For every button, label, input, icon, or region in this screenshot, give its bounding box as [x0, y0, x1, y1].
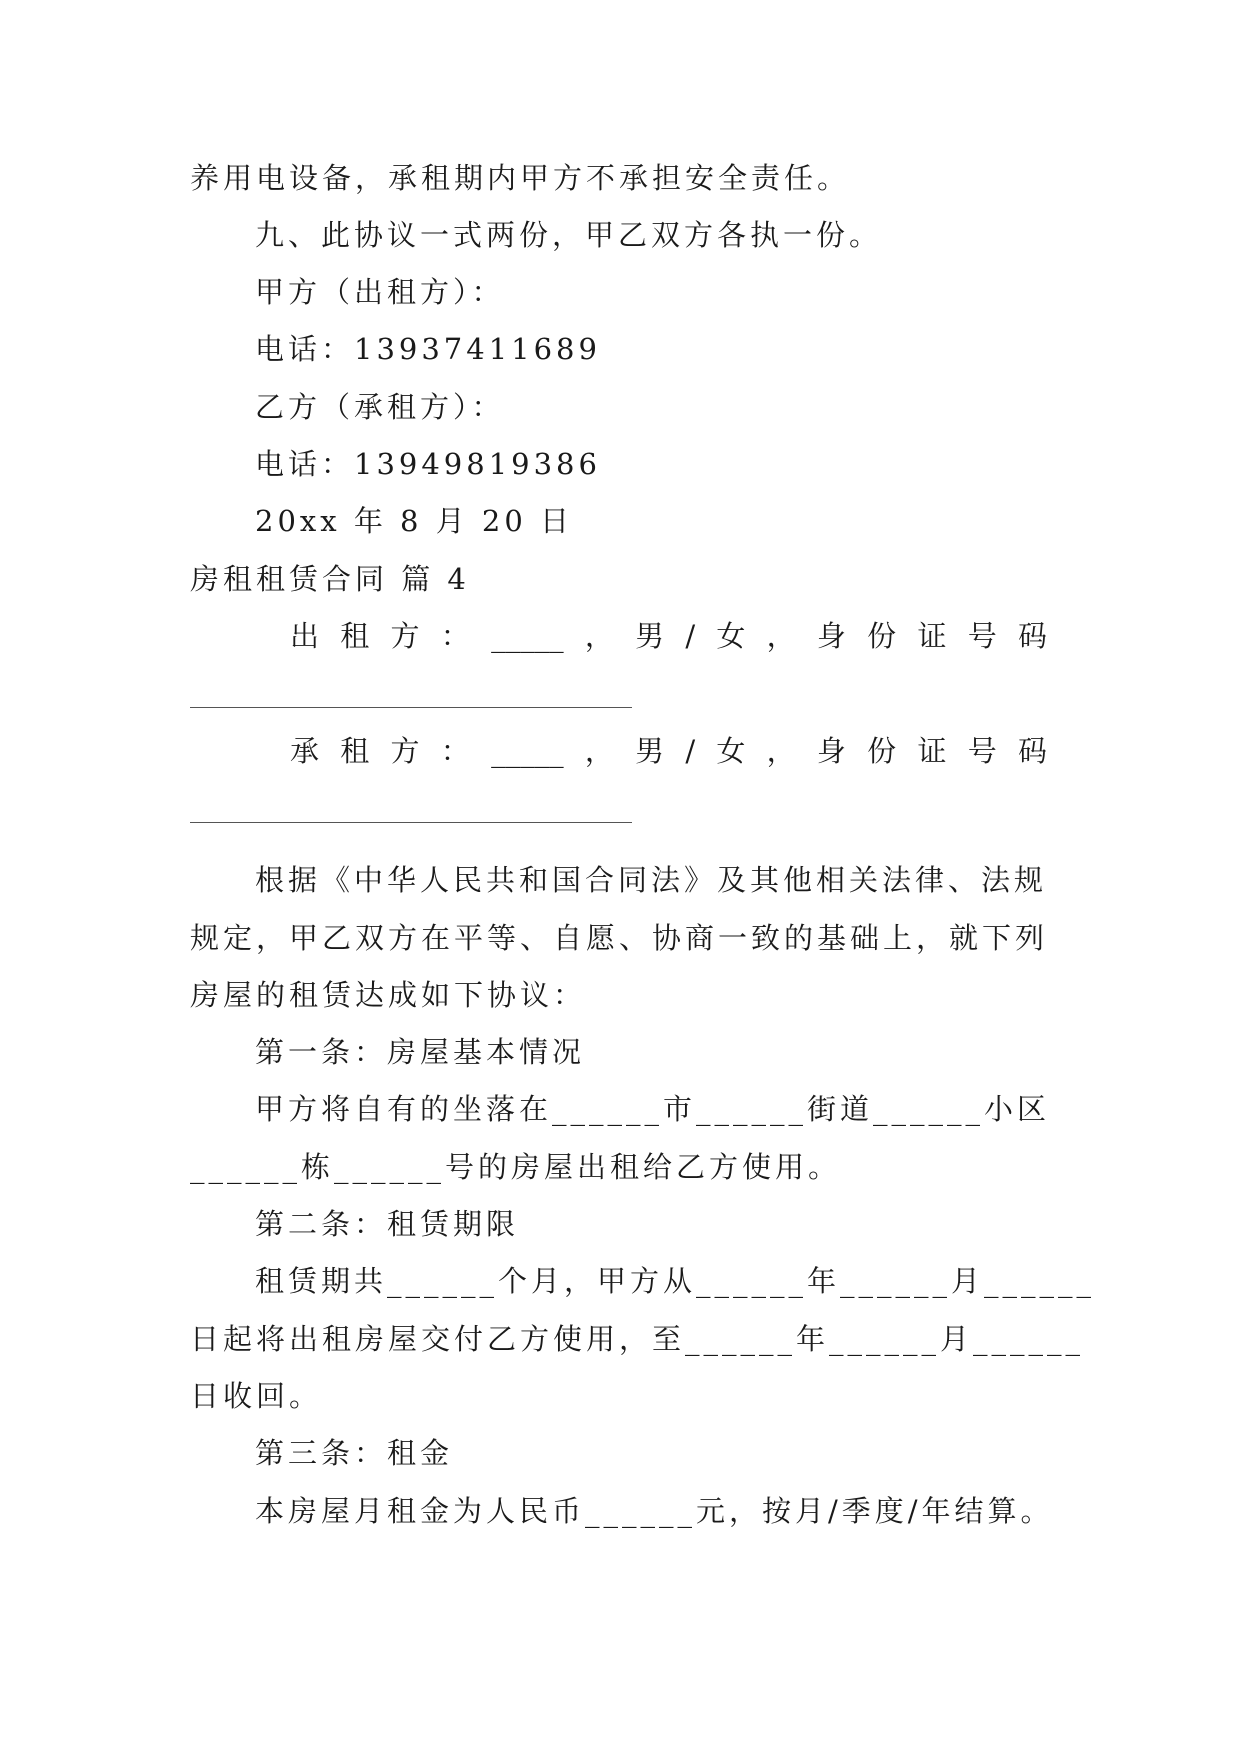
lessor-char: 证	[917, 619, 947, 653]
lessee-char: 方	[390, 734, 420, 768]
lessee-char: /	[685, 734, 696, 768]
lessor-char: ，	[584, 619, 614, 653]
lessee-name-blank: _____	[491, 734, 564, 768]
text-line: 本房屋月租金为人民币______元，按月/季度/年结算。	[255, 1494, 1054, 1528]
text-line: 规定，甲乙双方在平等、自愿、协商一致的基础上，就下列	[190, 921, 1049, 955]
section-heading: 房租租赁合同 篇 4	[190, 562, 470, 596]
text-line: 甲方（出租方）：	[255, 275, 505, 309]
text-line: 养用电设备，承租期内甲方不承担安全责任。	[190, 161, 851, 195]
lessee-char: ：	[440, 734, 470, 768]
lessor-char: ，	[766, 619, 796, 653]
lessor-char: 女	[716, 619, 746, 653]
lessee-char: ，	[766, 734, 796, 768]
text-line: 日收回。	[190, 1379, 323, 1413]
lessor-name-blank: _____	[491, 619, 564, 653]
lessee-char: 承	[290, 734, 320, 768]
lessee-char: 码	[1017, 734, 1047, 768]
date-line: 20xx 年 8 月 20 日	[255, 504, 574, 538]
article-heading: 第三条：租金	[255, 1436, 454, 1470]
lessor-char: 男	[635, 619, 665, 653]
phone-line: 电话：13937411689	[255, 332, 601, 366]
text-line: 甲方将自有的坐落在______市______街道______小区	[255, 1092, 1051, 1126]
text-line: 房屋的租赁达成如下协议：	[190, 978, 587, 1012]
lessee-char: 女	[716, 734, 746, 768]
lessor-char: ：	[440, 619, 470, 653]
lessee-char: 号	[967, 734, 997, 768]
lessee-char: ，	[584, 734, 614, 768]
text-line: 九、此协议一式两份，甲乙双方各执一份。	[255, 218, 883, 252]
lessor-char: 方	[390, 619, 420, 653]
lessee-char: 身	[816, 734, 846, 768]
lessor-char: 份	[867, 619, 897, 653]
lessor-char: 出	[290, 619, 320, 653]
lessor-char: /	[685, 619, 696, 653]
lessor-char: 号	[967, 619, 997, 653]
lessor-char: 码	[1017, 619, 1047, 653]
text-line: 租赁期共______个月，甲方从______年______月______	[255, 1264, 1096, 1298]
lessee-char: 证	[917, 734, 947, 768]
lessor-row	[290, 618, 1047, 654]
lessor-char: 租	[340, 619, 370, 653]
text-line: 根据《中华人民共和国合同法》及其他相关法律、法规	[255, 863, 1048, 897]
lessor-id-blank-line	[190, 707, 632, 708]
lessee-row	[290, 733, 1047, 769]
lessee-char: 租	[340, 734, 370, 768]
lessee-char: 男	[635, 734, 665, 768]
text-line: ______栋______号的房屋出租给乙方使用。	[190, 1150, 842, 1184]
article-heading: 第二条：租赁期限	[255, 1207, 520, 1241]
lessor-char: 身	[816, 619, 846, 653]
article-heading: 第一条：房屋基本情况	[255, 1035, 586, 1069]
text-line: 乙方（承租方）：	[255, 390, 505, 424]
phone-line: 电话：13949819386	[255, 447, 601, 481]
lessee-id-blank-line	[190, 822, 632, 823]
lessee-char: 份	[867, 734, 897, 768]
text-line: 日起将出租房屋交付乙方使用，至______年______月______	[190, 1322, 1085, 1356]
